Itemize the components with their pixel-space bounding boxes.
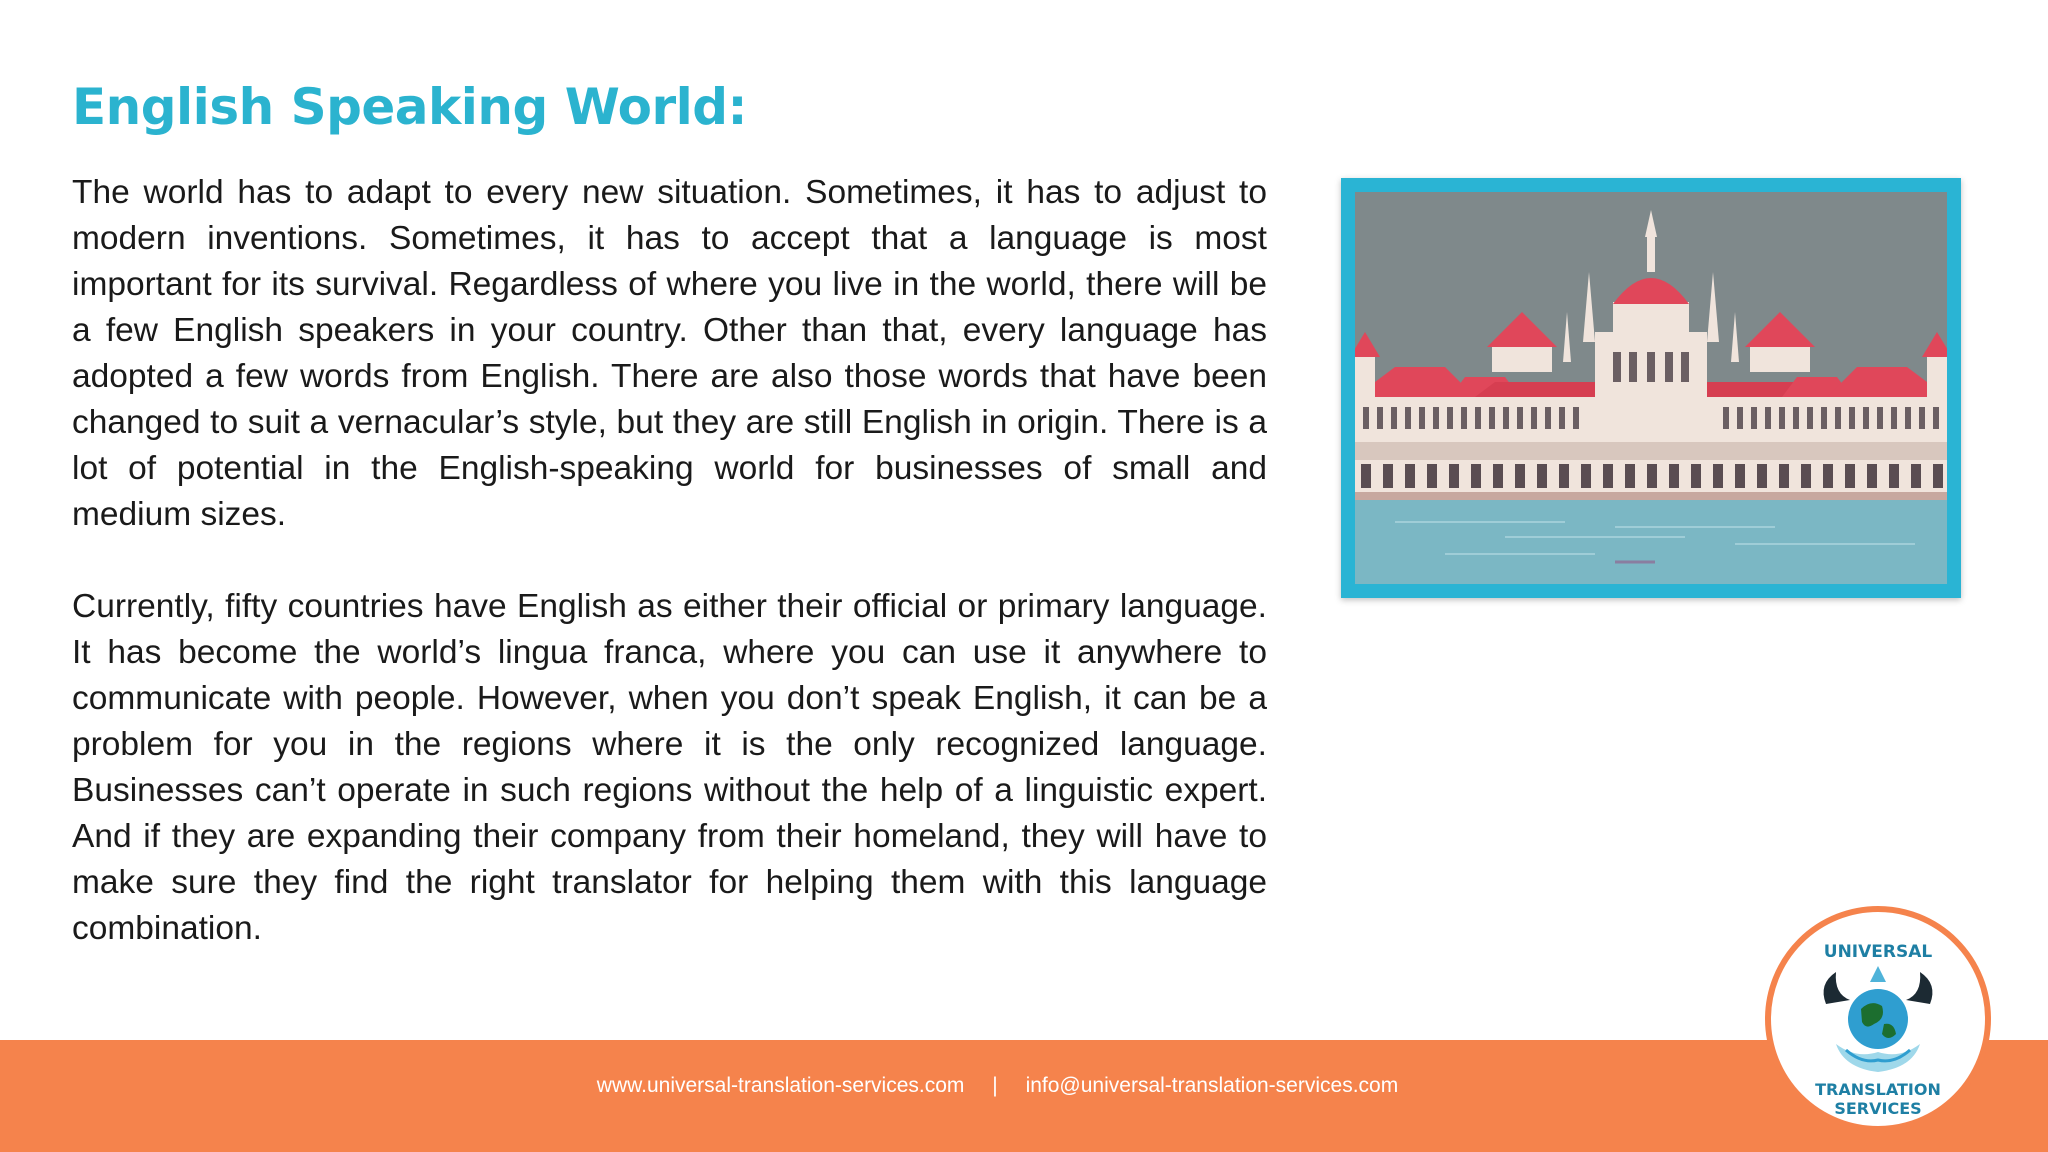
parliament-building-image: [1355, 192, 1947, 584]
logo-bottom-text: [1771, 1080, 1985, 1118]
email-link[interactable]: info@universal-translation-services.com: [1025, 1074, 1399, 1097]
globe-eagle-icon: [1816, 964, 1940, 1080]
slide-title: English Speaking World:: [72, 78, 748, 136]
logo-line-services: SERVICES: [1834, 1099, 1922, 1118]
company-logo: [1765, 906, 1991, 1132]
footer-separator: |: [992, 1074, 998, 1097]
body-text: [72, 170, 1267, 998]
logo-line-translation: TRANSLATION: [1815, 1080, 1941, 1099]
paragraph-1: The world has to adapt to every new situation. Sometimes, it has to adjust to modern inventions. Sometimes, it has to accept that a language is most important for its survival. Regardless of where you live in the world, there will be a few English speakers in your country. Other than that, every language has adopted a few words from English. There are also those words that have been changed to suit a vernacular’s style, but they are still English in origin. There is a lot of potential in the English-speaking world for businesses of small and medium sizes.: [72, 174, 1267, 533]
logo-top-text: UNIVERSAL: [1823, 942, 1933, 962]
parliament-illustration: [1341, 178, 1961, 598]
footer-contact: [0, 1074, 1995, 1098]
paragraph-2: Currently, fifty countries have English as either their official or primary language. It has become the world’s lingua franca, where you can use it anywhere to communicate with people. However, when you don’t speak English, it can be a problem for you in the regions where it is the only recognized language. Businesses can’t operate in such regions without the help of a linguistic expert. And if they are expanding their company from their homeland, they will have to make sure they find the right translator for helping them with this language combination.: [72, 588, 1267, 947]
footer-bar: [0, 1040, 2048, 1152]
website-link[interactable]: www.universal-translation-services.com: [596, 1074, 965, 1097]
